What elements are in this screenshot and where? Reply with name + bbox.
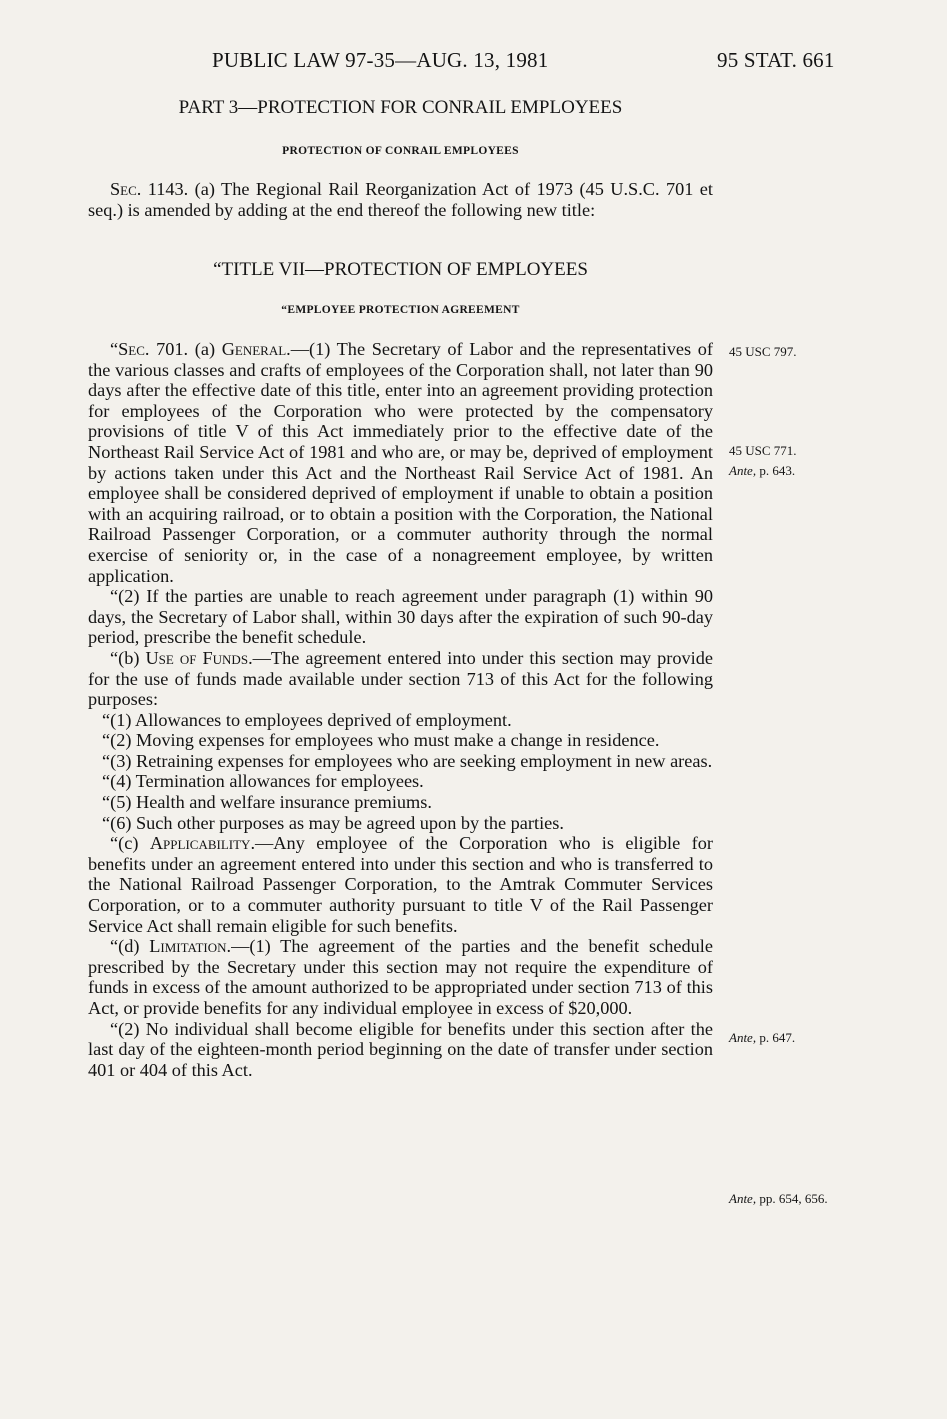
subsection-a-1: “Sec. 701. (a) General.—(1) The Secretary of Labor and the representatives of the various classes and crafts of employees of the Corporation shall, not later than 90 days after the effective date of this title, enter into an agreement providing protection for employees of the Corporation who were protected by the compensatory provisions of title V of this Act immediately prior to the effective date of the Northeast Rail Service Act of 1981 and who are, or may be, deprived of employment by actions taken under this Act and the Northeast Rail Service Act of 1981. An employee shall be considered deprived of employment if unable to obtain a position with an acquiring railroad, or to obtain a position with the Corporation, the National Railroad Passenger Corporation, or a commuter authority through the normal exercise of seniority or, in the case of a nonagreement employee, by written application. xyxy=(88,339,714,586)
subsection-a-heading: General xyxy=(221,339,287,359)
margin-note: Ante, pp. 654, 656. xyxy=(729,1191,828,1206)
title-vii-heading: “TITLE VII—PROTECTION OF EMPLOYEES xyxy=(213,259,588,280)
subsection-b: “(b) Use of Funds.—The agreement entered into under this section may provide for the use of funds made available under section 713 of this Act for the following purposes: xyxy=(88,647,713,710)
subsection-d-2: “(2) No individual shall become eligible for benefits under this section after the last day of the eighteen-month period beginning on the date of transfer under section 401 or 404 of this Act. xyxy=(88,1018,713,1080)
part-title: PART 3—PROTECTION FOR CONRAIL EMPLOYEES xyxy=(178,97,623,118)
subsection-c-heading: Applicability xyxy=(149,833,251,854)
margin-note: Ante, p. 647. xyxy=(729,1030,796,1045)
statute-page-number: 95 STAT. 661 xyxy=(717,48,835,72)
section-701-body xyxy=(88,339,713,1080)
margin-note: 45 USC 797. xyxy=(729,344,797,359)
margin-note: 45 USC 771. xyxy=(729,443,797,458)
list-item: “(1) Allowances to employees deprived of employment. xyxy=(102,709,512,730)
section-1143-paragraph xyxy=(88,179,713,220)
list-item: “(6) Such other purposes as may be agreed upon by the parties. xyxy=(102,812,564,833)
list-item: “(3) Retraining expenses for employees who are seeking employment in new areas. xyxy=(102,750,713,771)
subsection-a-2: “(2) If the parties are unable to reach agreement under paragraph (1) within 90 days, the Secretary of Labor shall, within 30 days after the expiration of such 90-day period, prescribe the benefit schedule. xyxy=(88,586,713,648)
subsection-d-heading: Limitation xyxy=(149,936,227,957)
list-item: “(5) Health and welfare insurance premiums. xyxy=(102,792,432,813)
subsection-c: “(c) Applicability.—Any employee of the Corporation who is eligible for benefits under an agreement entered into under this section and who is transferred to the National Railroad Passenger Corporation, to the Amtrak Commuter Services Corporation, or to a commuter authority pursuant to title V of the Rail Passenger Service Act shall remain eligible for such benefits. xyxy=(88,833,713,936)
subsection-b-heading: Use of Funds xyxy=(145,647,249,668)
list-item: “(4) Termination allowances for employees. xyxy=(102,771,424,792)
running-header: PUBLIC LAW 97-35—AUG. 13, 1981 xyxy=(212,48,549,72)
sec-1143-text: 1143. (a) The Regional Rail Reorganization Act of 1973 (45 U.S.C. 701 et seq.) is amended by adding at the end thereof the following new title: xyxy=(88,179,713,220)
margin-note: Ante, p. 643. xyxy=(729,463,796,478)
section-heading: PROTECTION OF CONRAIL EMPLOYEES xyxy=(282,145,519,157)
sec-label: Sec. xyxy=(110,179,142,199)
subsection-d-1: “(d) Limitation.—(1) The agreement of the parties and the benefit schedule prescribed by the Secretary under this section may not require the expenditure of funds in excess of the amount authorized to be appropriated under section 713 of this Act, or provide benefits for any individual employee in excess of $20,000. xyxy=(88,936,713,1018)
agreement-heading: “EMPLOYEE PROTECTION AGREEMENT xyxy=(281,304,520,316)
list-item: “(2) Moving expenses for employees who must make a change in residence. xyxy=(102,730,660,751)
